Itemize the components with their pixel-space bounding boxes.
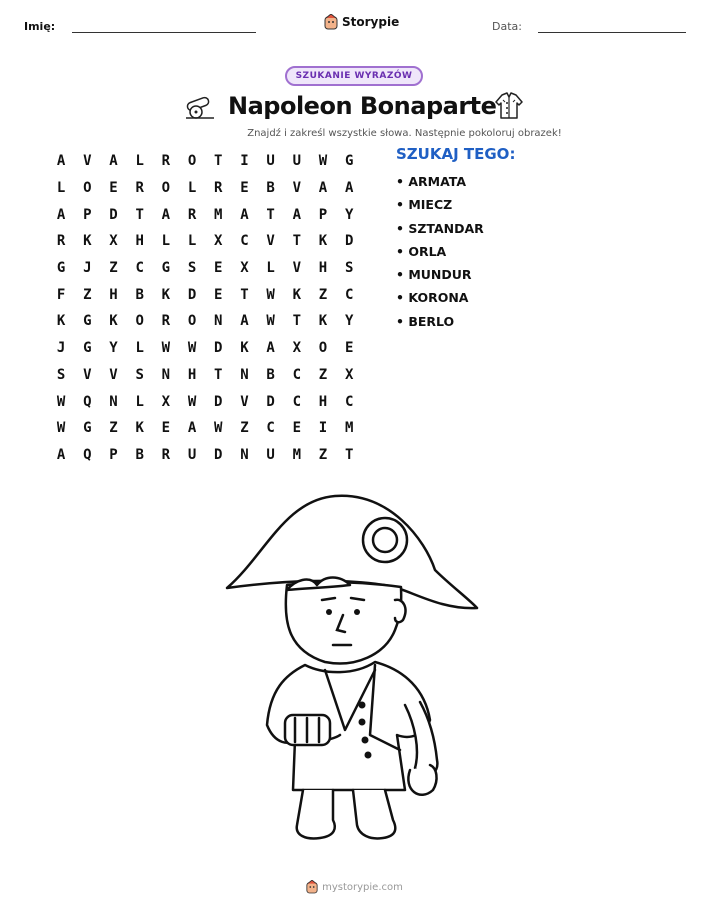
grid-letter[interactable]: P (83, 206, 92, 223)
grid-letter[interactable]: M (214, 206, 223, 223)
word-list-item: • BERLO (396, 313, 455, 329)
name-line[interactable] (72, 32, 256, 33)
grid-letter[interactable]: V (240, 393, 249, 410)
grid-letter[interactable]: U (266, 446, 275, 463)
grid-letter[interactable]: E (240, 180, 249, 197)
word-list-item: • MUNDUR (396, 267, 472, 283)
word-list-item: • KORONA (396, 290, 469, 306)
grid-letter[interactable]: N (109, 393, 118, 410)
grid-letter[interactable]: U (292, 153, 301, 170)
grid-letter[interactable]: G (56, 260, 66, 277)
grid-letter[interactable]: P (109, 446, 118, 463)
grid-letter[interactable]: O (161, 180, 171, 197)
grid-letter[interactable]: N (161, 366, 171, 383)
grid-letter[interactable]: U (266, 153, 275, 170)
grid-letter[interactable]: A (292, 206, 301, 223)
grid-letter[interactable]: K (240, 340, 249, 357)
grid-letter[interactable]: A (56, 206, 66, 223)
grid-letter[interactable]: C (344, 286, 354, 303)
grid-letter[interactable]: A (266, 340, 275, 357)
grid-letter[interactable]: G (161, 260, 171, 277)
grid-letter[interactable]: A (161, 206, 171, 223)
storypie-mascot-icon (324, 14, 338, 30)
grid-letter[interactable]: H (187, 366, 197, 383)
grid-letter[interactable]: A (56, 153, 66, 170)
grid-row (48, 442, 362, 469)
grid-letter[interactable]: O (318, 340, 328, 357)
grid-letter[interactable]: Z (318, 366, 328, 383)
grid-letter[interactable]: R (214, 180, 223, 197)
grid-letter[interactable]: H (109, 286, 118, 303)
grid-letter[interactable]: J (56, 340, 66, 357)
grid-letter[interactable]: D (344, 233, 354, 250)
grid-letter[interactable]: O (135, 313, 144, 330)
grid-letter[interactable]: S (56, 366, 66, 383)
grid-letter[interactable]: L (266, 260, 275, 277)
grid-letter[interactable]: N (240, 446, 249, 463)
grid-letter[interactable]: L (135, 153, 144, 170)
grid-row (48, 148, 362, 175)
grid-letter[interactable]: N (240, 366, 249, 383)
grid-letter[interactable]: W (161, 340, 171, 357)
grid-row (48, 308, 362, 335)
grid-letter[interactable]: Y (344, 206, 354, 223)
grid-row (48, 362, 362, 389)
grid-letter[interactable]: Z (318, 446, 328, 463)
word-search-grid[interactable] (48, 148, 362, 468)
grid-letter[interactable]: L (161, 233, 171, 250)
grid-letter[interactable]: U (187, 446, 197, 463)
grid-letter[interactable]: A (240, 206, 249, 223)
grid-letter[interactable]: T (292, 313, 301, 330)
grid-letter[interactable]: O (187, 313, 197, 330)
grid-letter[interactable]: Z (109, 260, 118, 277)
grid-row (48, 228, 362, 255)
grid-letter[interactable]: Z (240, 420, 249, 437)
grid-letter[interactable]: A (56, 446, 66, 463)
grid-letter[interactable]: R (161, 313, 171, 330)
grid-letter[interactable]: R (135, 180, 144, 197)
grid-letter[interactable]: H (318, 393, 328, 410)
grid-letter[interactable]: F (56, 286, 66, 303)
grid-letter[interactable]: Q (83, 446, 92, 463)
grid-letter[interactable]: B (266, 366, 275, 383)
grid-letter[interactable]: K (83, 233, 92, 250)
grid-letter[interactable]: L (187, 233, 197, 250)
grid-row (48, 415, 362, 442)
word-list-title: SZUKAJ TEGO: (396, 145, 516, 163)
grid-letter[interactable]: X (214, 233, 223, 250)
grid-letter[interactable]: B (135, 446, 144, 463)
grid-letter[interactable]: E (161, 420, 171, 437)
grid-letter[interactable]: V (292, 180, 301, 197)
instructions: Znajdź i zakreśl wszystkie słowa. Następnie pokoloruj obrazek! (247, 128, 562, 139)
cannon-icon (184, 92, 216, 120)
grid-letter[interactable]: S (187, 260, 197, 277)
grid-letter[interactable]: Z (83, 286, 92, 303)
word-list-item: • ORLA (396, 243, 447, 259)
grid-letter[interactable]: N (214, 313, 223, 330)
grid-letter[interactable]: V (109, 366, 118, 383)
grid-letter[interactable]: L (56, 180, 66, 197)
word-list (396, 170, 484, 333)
brand-name: Storypie (342, 15, 400, 29)
grid-letter[interactable]: T (240, 286, 249, 303)
grid-letter[interactable]: R (161, 446, 171, 463)
grid-letter[interactable]: C (292, 393, 301, 410)
name-label: Imię: (24, 20, 56, 33)
grid-row (48, 255, 362, 282)
grid-letter[interactable]: K (292, 286, 301, 303)
grid-letter[interactable]: C (292, 366, 301, 383)
grid-letter[interactable]: D (214, 446, 223, 463)
grid-letter[interactable]: E (344, 340, 354, 357)
grid-letter[interactable]: W (187, 340, 197, 357)
grid-letter[interactable]: E (109, 180, 118, 197)
grid-letter[interactable]: D (266, 393, 275, 410)
grid-letter[interactable]: W (187, 393, 197, 410)
grid-letter[interactable]: K (56, 313, 66, 330)
grid-letter[interactable]: B (266, 180, 275, 197)
grid-letter[interactable]: K (318, 233, 328, 250)
grid-row (48, 281, 362, 308)
date-label: Data: (492, 20, 522, 33)
grid-letter[interactable]: J (83, 260, 92, 277)
footer-url[interactable]: mystorypie.com (322, 881, 403, 893)
grid-letter[interactable]: D (109, 206, 118, 223)
grid-letter[interactable]: H (318, 260, 328, 277)
grid-letter[interactable]: V (83, 153, 92, 170)
grid-letter[interactable]: V (292, 260, 301, 277)
grid-letter[interactable]: T (135, 206, 144, 223)
grid-letter[interactable]: K (109, 313, 118, 330)
grid-letter[interactable]: W (214, 420, 223, 437)
grid-letter[interactable]: G (344, 153, 354, 170)
grid-letter[interactable]: X (240, 260, 249, 277)
grid-letter[interactable]: W (56, 393, 66, 410)
grid-letter[interactable]: I (318, 420, 328, 437)
grid-letter[interactable]: G (83, 420, 92, 437)
grid-row (48, 201, 362, 228)
grid-letter[interactable]: Z (109, 420, 118, 437)
grid-letter[interactable]: T (214, 366, 223, 383)
footer (0, 880, 709, 894)
grid-letter[interactable]: W (318, 153, 328, 170)
storypie-mascot-icon (306, 880, 318, 894)
word-list-item: • SZTANDAR (396, 220, 484, 236)
grid-letter[interactable]: X (292, 340, 301, 357)
grid-letter[interactable]: V (83, 366, 92, 383)
grid-letter[interactable]: M (344, 420, 354, 437)
grid-letter[interactable]: S (135, 366, 144, 383)
grid-letter[interactable]: V (266, 233, 275, 250)
grid-letter[interactable]: A (344, 180, 354, 197)
grid-letter[interactable]: T (292, 233, 301, 250)
grid-letter[interactable]: C (344, 393, 354, 410)
grid-letter[interactable]: E (292, 420, 301, 437)
grid-letter[interactable]: E (214, 260, 223, 277)
grid-letter[interactable]: Z (318, 286, 328, 303)
date-line[interactable] (538, 32, 686, 33)
grid-letter[interactable]: P (318, 206, 328, 223)
grid-letter[interactable]: X (109, 233, 118, 250)
grid-letter[interactable]: I (240, 153, 249, 170)
grid-letter[interactable]: H (135, 233, 144, 250)
grid-letter[interactable]: A (318, 180, 328, 197)
grid-letter[interactable]: Q (83, 393, 92, 410)
grid-letter[interactable]: T (214, 153, 223, 170)
grid-letter[interactable]: W (266, 313, 275, 330)
grid-letter[interactable]: D (187, 286, 197, 303)
grid-letter[interactable]: R (187, 206, 197, 223)
grid-letter[interactable]: K (135, 420, 144, 437)
worksheet-type-badge: SZUKANIE WYRAZÓW (285, 66, 423, 86)
grid-letter[interactable]: Y (109, 340, 118, 357)
grid-letter[interactable]: T (266, 206, 275, 223)
word-list-item: • MIECZ (396, 197, 453, 213)
grid-letter[interactable]: D (214, 393, 223, 410)
grid-row (48, 335, 362, 362)
grid-letter[interactable]: X (344, 366, 354, 383)
grid-letter[interactable]: W (56, 420, 66, 437)
grid-letter[interactable]: W (266, 286, 275, 303)
grid-letter[interactable]: A (109, 153, 118, 170)
napoleon-coloring-illustration[interactable] (225, 490, 485, 850)
grid-letter[interactable]: R (56, 233, 66, 250)
grid-letter[interactable]: G (83, 340, 92, 357)
grid-row (48, 175, 362, 202)
page-title: Napoleon Bonaparte (228, 92, 497, 120)
grid-letter[interactable]: R (161, 153, 171, 170)
grid-letter[interactable]: K (161, 286, 171, 303)
uniform-jacket-icon (494, 92, 524, 120)
grid-letter[interactable]: E (214, 286, 223, 303)
word-list-item: • ARMATA (396, 174, 467, 189)
grid-row (48, 388, 362, 415)
grid-letter[interactable]: Y (344, 313, 354, 330)
grid-letter[interactable]: M (292, 446, 301, 463)
grid-letter[interactable]: L (135, 393, 144, 410)
grid-letter[interactable]: L (135, 340, 144, 357)
grid-letter[interactable]: O (83, 180, 92, 197)
grid-letter[interactable]: D (214, 340, 223, 357)
grid-letter[interactable]: B (135, 286, 144, 303)
grid-letter[interactable]: C (240, 233, 249, 250)
grid-letter[interactable]: A (240, 313, 249, 330)
grid-letter[interactable]: K (318, 313, 328, 330)
grid-letter[interactable]: S (344, 260, 354, 277)
grid-letter[interactable]: C (266, 420, 275, 437)
grid-letter[interactable]: X (161, 393, 171, 410)
grid-letter[interactable]: T (344, 446, 354, 463)
grid-letter[interactable]: O (187, 153, 197, 170)
grid-letter[interactable]: A (187, 420, 197, 437)
grid-letter[interactable]: C (135, 260, 144, 277)
grid-letter[interactable]: L (187, 180, 197, 197)
brand-logo (324, 14, 399, 30)
grid-letter[interactable]: G (83, 313, 92, 330)
